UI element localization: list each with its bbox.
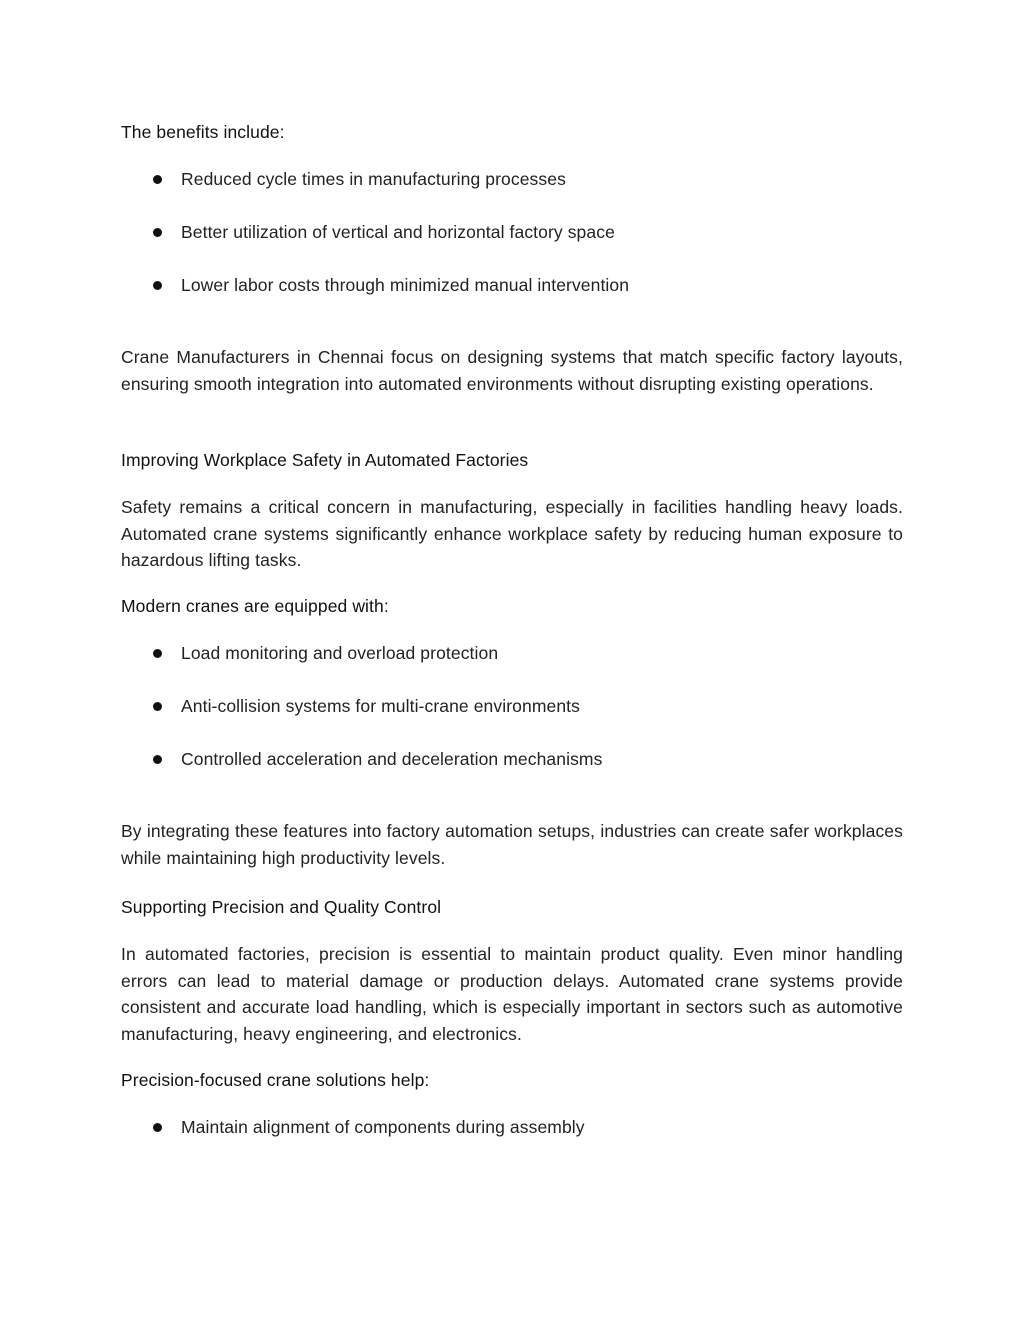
bullet-icon — [153, 755, 162, 764]
precision-list-heading: Precision-focused crane solutions help: — [121, 1070, 430, 1090]
bullet-icon — [153, 649, 162, 658]
paragraph-integrating: By integrating these features into factory automation setups, industries can create safer workplaces while maintaining high productivity levels. — [121, 821, 903, 868]
bullet-icon — [153, 175, 162, 184]
precision-heading: Supporting Precision and Quality Control — [121, 897, 442, 917]
safety-heading: Improving Workplace Safety in Automated Factories — [121, 450, 529, 470]
bullet-icon — [153, 702, 162, 711]
bullet-icon — [153, 281, 162, 290]
benefits-heading: The benefits include: — [121, 122, 285, 142]
bullet-icon — [153, 228, 162, 237]
paragraph-precision: In automated factories, precision is essential to maintain product quality. Even minor handling errors can lead to material damage or production delays. Automated crane systems provide consistent and accurate load handling, which is especially important in sectors such as automotive manufacturing, heavy engineering, and electronics. — [121, 944, 903, 1044]
bullet-icon — [153, 1123, 162, 1132]
equipped-heading: Modern cranes are equipped with: — [121, 596, 389, 616]
paragraph-chennai: Crane Manufacturers in Chennai focus on designing systems that match specific factory layouts, ensuring smooth integration into automated environments without disrupting existing operations. — [121, 347, 903, 394]
paragraph-safety: Safety remains a critical concern in manufacturing, especially in facilities handling heavy loads. Automated crane systems significantly enhance workplace safety by reducing human exposure to hazardous lifting tasks. — [121, 497, 903, 570]
